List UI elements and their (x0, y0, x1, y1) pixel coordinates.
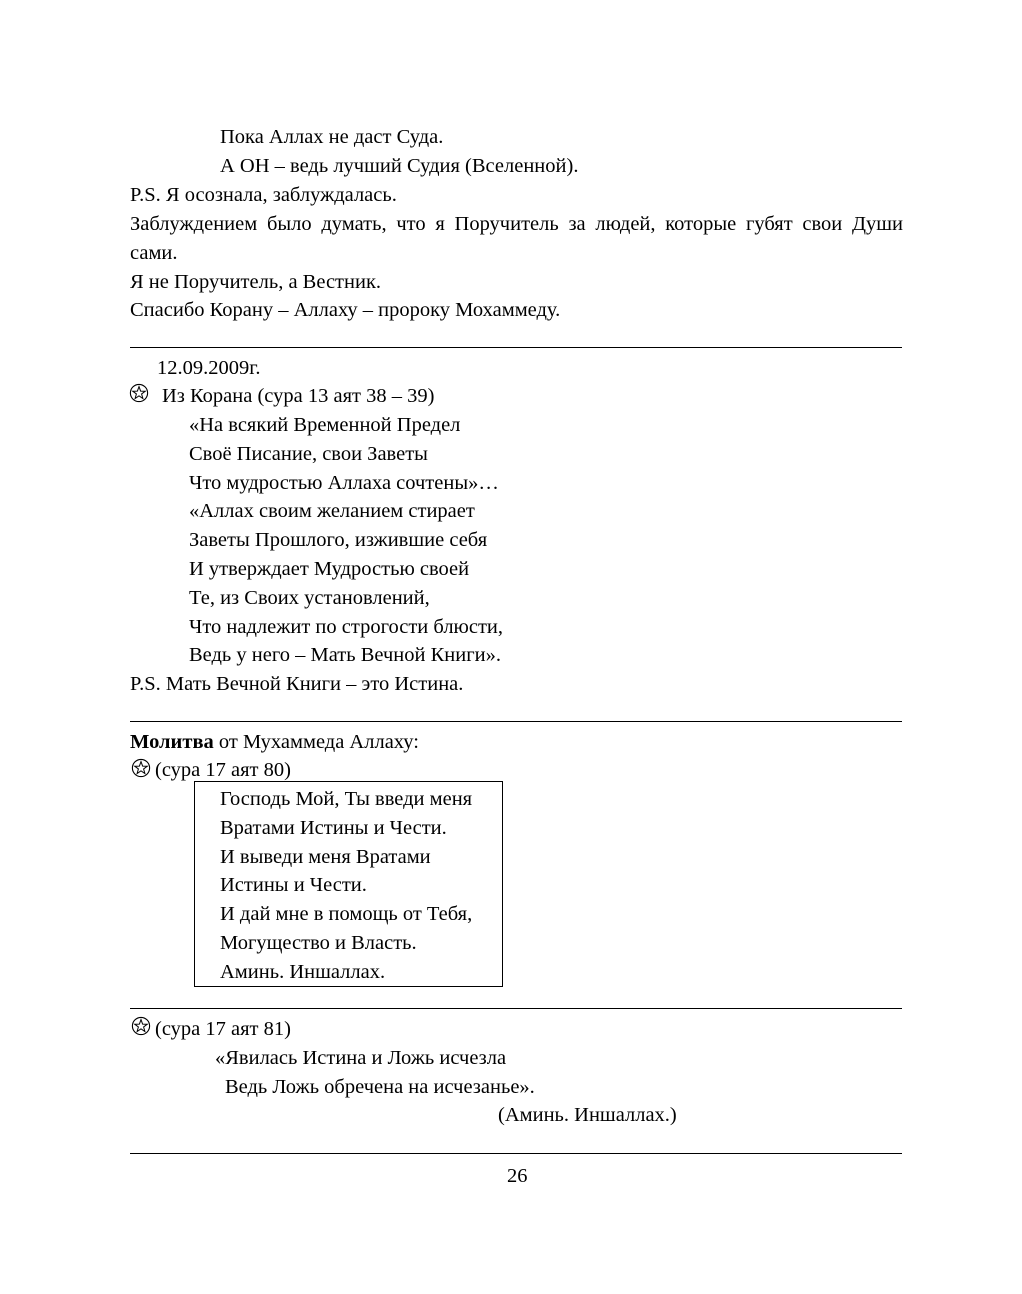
postscript: P.S. Я осознала, заблуждалась. (130, 184, 397, 206)
verse-line: Ведь Ложь обречена на исчезанье». (225, 1076, 535, 1098)
poem-line: А ОН – ведь лучший Судия (Вселенной). (220, 155, 579, 177)
verse-line: «На всякий Временной Предел (189, 414, 461, 436)
statement: Я не Поручитель, а Вестник. (130, 271, 382, 293)
prayer-heading (130, 730, 419, 754)
verse-line: Те, из Своих установлений, (189, 587, 430, 609)
prayer-line: Вратами Истины и Чести. (220, 817, 447, 839)
prayer-line: Аминь. Иншаллах. (220, 961, 386, 983)
verse-line: Что надлежит по строгости блюсти, (189, 616, 504, 638)
prayer-heading-rest: от Мухаммеда Аллаху: (213, 731, 419, 753)
postscript: P.S. Мать Вечной Книги – это Истина. (130, 673, 464, 695)
verse-line: «Явилась Истина и Ложь исчезла (215, 1047, 507, 1069)
star-in-circle-icon (131, 1016, 151, 1036)
page-number: 26 (507, 1165, 528, 1187)
verse-line: Что мудростью Аллаха сочтены»… (189, 472, 499, 494)
verse-line: Своё Писание, свои Заветы (189, 443, 428, 465)
prayer-line: И выведи меня Вратами (220, 846, 431, 868)
prayer-line: Истины и Чести. (220, 874, 367, 896)
section-divider (130, 1008, 902, 1009)
date: 12.09.2009г. (157, 357, 261, 379)
section-divider (130, 1153, 902, 1154)
thanks-line: Спасибо Корану – Аллаху – пророку Мохаммеду. (130, 299, 561, 321)
poem-line: Пока Аллах не даст Суда. (220, 126, 444, 148)
section-divider (130, 347, 902, 348)
star-in-circle-icon (129, 383, 149, 403)
prayer-line: Могущество и Власть. (220, 932, 417, 954)
verse-line: «Аллах своим желанием стирает (189, 500, 475, 522)
verse-line: И утверждает Мудростью своей (189, 558, 470, 580)
star-in-circle-icon (131, 758, 151, 778)
verse-line: Ведь у него – Мать Вечной Книги». (189, 644, 501, 666)
section-divider (130, 721, 902, 722)
source-reference: Из Корана (сура 13 аят 38 – 39) (162, 385, 435, 407)
closing-line: (Аминь. Иншаллах.) (498, 1104, 677, 1126)
verse-line: Заветы Прошлого, изжившие себя (189, 529, 488, 551)
prayer-heading-bold: Молитва (130, 731, 214, 753)
prayer-line: И дай мне в помощь от Тебя, (220, 903, 473, 925)
prayer-line: Господь Мой, Ты введи меня (220, 788, 473, 810)
paragraph-line: сами. (130, 242, 178, 264)
paragraph-line: Заблуждением было думать, что я Поручитель за людей, которые губят свои Души (130, 213, 903, 235)
source-reference: (сура 17 аят 80) (155, 759, 291, 781)
source-reference: (сура 17 аят 81) (155, 1018, 291, 1040)
